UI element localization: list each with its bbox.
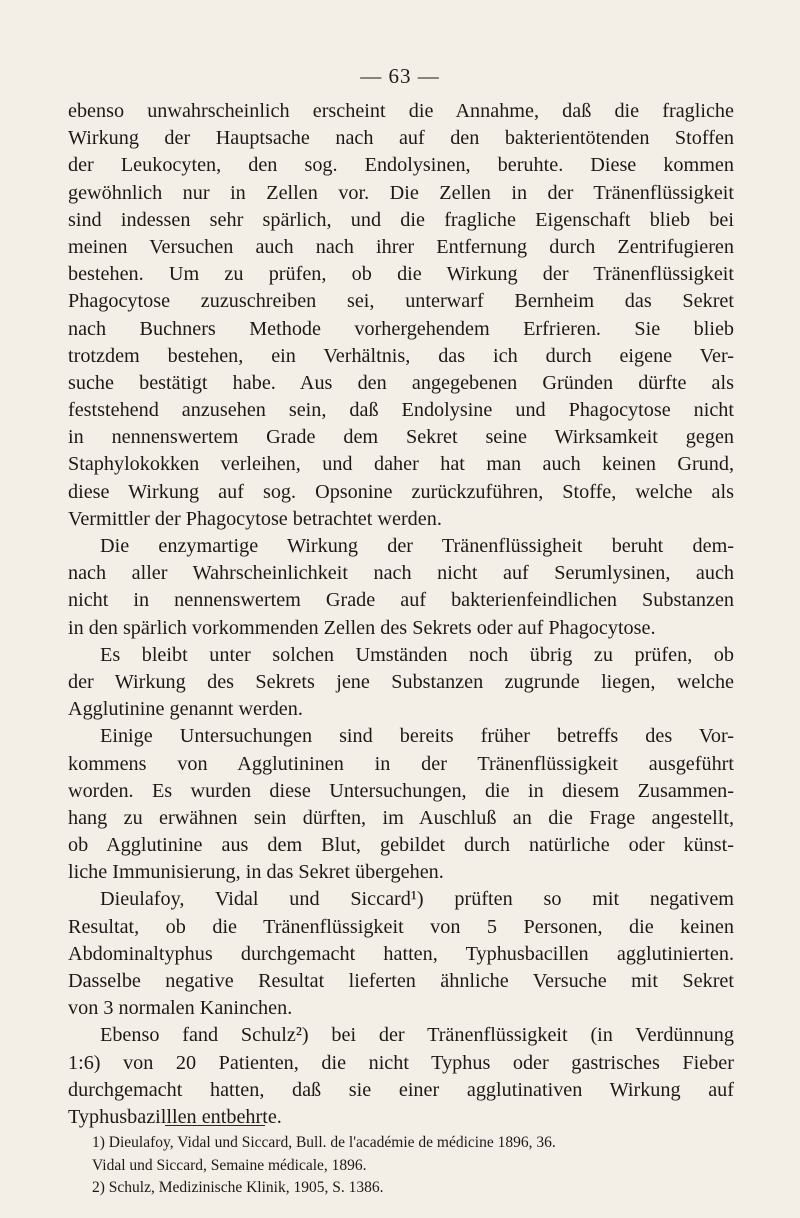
text-line: Wirkung der Hauptsache nach auf den bakterientötenden Stoffen	[68, 127, 734, 150]
text-line: liche Immunisierung, in das Sekret übergehen.	[68, 861, 444, 884]
text-line: feststehend anzusehen sein, daß Endolysine und Phagocytose nicht	[68, 399, 734, 422]
text-line: worden. Es wurden diese Untersuchungen, die in diesem Zusammen-	[68, 779, 734, 802]
footnote-line: 2) Schulz, Medizinische Klinik, 1905, S. 1386.	[92, 1179, 384, 1196]
text-line: bestehen. Um zu prüfen, ob die Wirkung der Tränenflüssigkeit	[68, 263, 734, 286]
text-line: Einige Untersuchungen sind bereits früher betreffs des Vor-	[100, 725, 734, 748]
text-line: durchgemacht hatten, daß sie einer agglutinativen Wirkung auf	[68, 1078, 734, 1101]
text-line: in nennenswertem Grade dem Sekret seine Wirksamkeit gegen	[68, 426, 734, 449]
text-line: nach Buchners Methode vorhergehendem Erfrieren. Sie blieb	[68, 317, 734, 340]
footnote-line: 1) Dieulafoy, Vidal und Siccard, Bull. de l'académie de médicine 1896, 36.	[92, 1134, 556, 1151]
text-line: suche bestätigt habe. Aus den angegebenen Gründen dürfte als	[68, 371, 734, 394]
footnote-line: Vidal und Siccard, Semaine médicale, 1896.	[92, 1156, 367, 1174]
text-line: ebenso unwahrscheinlich erscheint die Annahme, daß die fragliche	[68, 100, 734, 122]
text-line: Staphylokokken verleihen, und daher hat man auch keinen Grund,	[68, 453, 734, 476]
text-line: Resultat, ob die Tränenflüssigkeit von 5 Personen, die keinen	[68, 915, 734, 938]
text-line: sind indessen sehr spärlich, und die fragliche Eigenschaft blieb bei	[68, 208, 734, 231]
text-line: diese Wirkung auf sog. Opsonine zurückzuführen, Stoffe, welche als	[68, 480, 734, 503]
footnotes	[92, 1132, 712, 1200]
footnote-divider	[165, 1125, 265, 1126]
text-line: Phagocytose zuzuschreiben sei, unterwarf Bernheim das Sekret	[68, 290, 734, 313]
text-line: Ebenso fand Schulz²) bei der Tränenflüssigkeit (in Verdünnung	[100, 1024, 734, 1047]
text-line: Agglutinine genannt werden.	[68, 698, 303, 721]
text-line: in den spärlich vorkommenden Zellen des Sekrets oder auf Phagocytose.	[68, 616, 656, 639]
text-line: ob Agglutinine aus dem Blut, gebildet durch natürliche oder künst-	[68, 834, 734, 857]
text-line: trotzdem bestehen, ein Verhältnis, das ich durch eigene Ver-	[68, 344, 734, 367]
text-line: nicht in nennenswertem Grade auf bakterienfeindlichen Substanzen	[68, 589, 734, 612]
text-line: Abdominaltyphus durchgemacht hatten, Typhusbacillen agglutinierten.	[68, 942, 734, 965]
text-line: 1:6) von 20 Patienten, die nicht Typhus oder gastrisches Fieber	[68, 1051, 734, 1074]
text-line: der Leukocyten, den sog. Endolysinen, beruhte. Diese kommen	[68, 154, 734, 177]
text-line: hang zu erwähnen sein dürften, im Auschluß an die Frage angestellt,	[68, 806, 734, 829]
text-line: meinen Versuchen auch nach ihrer Entfernung durch Zentrifugieren	[68, 235, 734, 258]
text-line: Es bleibt unter solchen Umständen noch übrig zu prüfen, ob	[100, 643, 734, 666]
text-line: Dieulafoy, Vidal und Siccard¹) prüften so mit negativem	[100, 888, 734, 911]
text-line: gewöhnlich nur in Zellen vor. Die Zellen in der Tränenflüssigkeit	[68, 181, 734, 204]
body-text	[68, 98, 734, 1131]
text-line: Dasselbe negative Resultat lieferten ähnliche Versuche mit Sekret	[68, 970, 734, 992]
text-line: kommens von Agglutininen in der Tränenflüssigkeit ausgeführt	[68, 752, 734, 775]
text-line: von 3 normalen Kaninchen.	[68, 997, 293, 1020]
text-line: Vermittler der Phagocytose betrachtet werden.	[68, 507, 442, 530]
text-line: nach aller Wahrscheinlichkeit nach nicht auf Serumlysinen, auch	[68, 562, 734, 585]
text-line: Die enzymartige Wirkung der Tränenflüssigheit beruht dem-	[100, 535, 734, 557]
page-number: — 63 —	[360, 64, 440, 88]
text-line: der Wirkung des Sekrets jene Substanzen zugrunde liegen, welche	[68, 670, 734, 693]
text-line: Typhusbazilllen entbehrte.	[68, 1105, 282, 1128]
